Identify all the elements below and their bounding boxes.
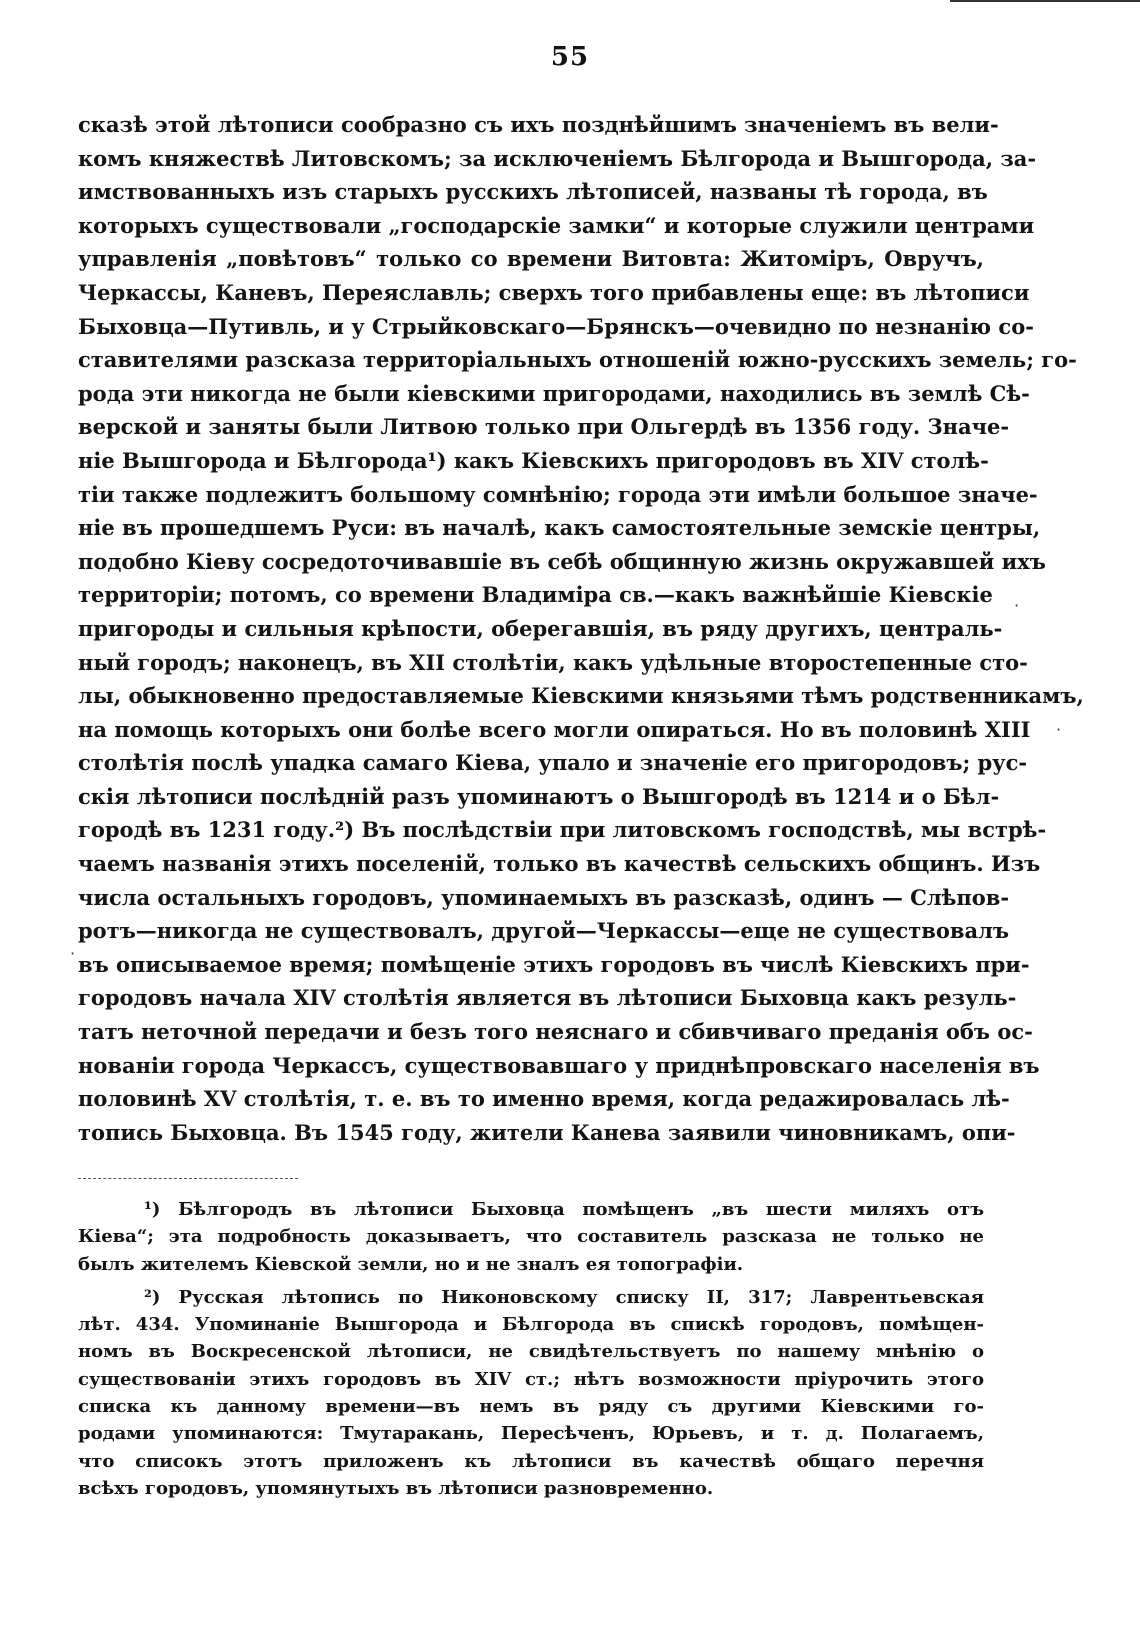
text-line: городовъ начала XIV столѣтія является въ лѣтописи Быховца какъ резуль- [78,985,1017,1011]
text-line: Быховца—Путивль, и у Стрыйковскаго—Брянскъ—очевидно по незнанію со- [78,313,1034,339]
footnote-line: существованіи этихъ городовъ въ XIV ст.; нѣтъ возможности пріурочить этого [78,1368,984,1390]
text-line: ніе Вышгорода и Бѣлгорода¹) какъ Кіевскихъ пригородовъ въ XIV столѣ- [78,447,989,473]
footnote-line: списка къ данному времени—въ немъ въ ряду съ другими Кіевскими го- [78,1396,984,1418]
text-line: комъ княжествѣ Литовскомъ; за исключеніемъ Бѣлгорода и Вышгорода, за- [78,145,1037,171]
footnote-line: былъ жителемъ Кіевской земли, но и не зналъ ея топографіи. [78,1253,744,1275]
text-line: рода эти никогда не были кіевскими пригородами, находились въ землѣ Сѣ- [78,380,1030,406]
scan-speck: · [1014,596,1020,615]
text-line: татъ неточной передачи и безъ того неяснаго и сбивчиваго преданія объ ос- [78,1019,1033,1045]
text-line: имствованныхъ изъ старыхъ русскихъ лѣтописей, названы тѣ города, въ [78,179,988,205]
text-line: ротъ—никогда не существовалъ, другой—Черкассы—еще не существовалъ [78,918,1010,944]
text-line: числа остальныхъ городовъ, упоминаемыхъ въ разсказѣ, одинъ — Слѣпов- [78,884,1010,910]
text-line: верской и заняты были Литвою только при Ольгердѣ въ 1356 году. Значе- [78,414,1010,440]
text-line: ставителями разсказа территоріальныхъ отношеній южно-русскихъ земель; го- [78,347,1077,373]
text-line: ный городъ; наконецъ, въ XII столѣтіи, какъ удѣльные второстепенные сто- [78,649,1028,675]
text-line: пригороды и сильныя крѣпости, оберегавшія, въ ряду другихъ, централь- [78,615,1003,641]
text-line: Черкассы, Каневъ, Переяславль; сверхъ того прибавлены еще: въ лѣтописи [78,279,1030,305]
scan-speck: · [70,944,76,963]
text-line: тіи также подлежитъ большому сомнѣнію; города эти имѣли большое значе- [78,481,1038,507]
text-line: топись Быховца. Въ 1545 году, жители Канева заявили чиновникамъ, опи- [78,1119,1016,1145]
text-line: сказѣ этой лѣтописи сообразно съ ихъ позднѣйшимъ значеніемъ въ вели- [78,112,999,137]
footnote-2 [78,1284,984,1502]
text-line: ніе въ прошедшемъ Руси: въ началѣ, какъ самостоятельные земскіе центры, [78,515,1041,541]
footnote-line: родами упоминаются: Тмутаракань, Пересѣченъ, Юрьевъ, и т. д. Полагаемъ, [78,1423,984,1445]
footnote-line: ²) Русская лѣтопись по Никоновскому списку II, 317; Лаврентьевская [144,1286,984,1308]
footnote-line: Кіева“; эта подробность доказываетъ, что составитель разсказа не только не [78,1226,984,1248]
footnote-divider [78,1178,298,1179]
text-line: чаемъ названія этихъ поселеній, только въ качествѣ сельскихъ общинъ. Изъ [78,851,1041,877]
text-line: городѣ въ 1231 году.²) Въ послѣдствіи при литовскомъ господствѣ, мы встрѣ- [78,817,1047,843]
footnote-line: номъ въ Воскресенской лѣтописи, не свидѣтельствуетъ по нашему мнѣнію о [78,1341,984,1363]
footnotes-section [78,1196,984,1502]
footnote-line: что списокъ этотъ приложенъ къ лѣтописи въ качествѣ общаго перечня [78,1450,984,1472]
text-line: подобно Кіеву сосредоточивавшіе въ себѣ общинную жизнь окружавшей ихъ [78,548,1046,574]
text-line: нованіи города Черкассъ, существовавшаго у приднѣпровскаго населенія въ [78,1052,1040,1078]
text-line: управленія „повѣтовъ“ только со времени Витовта: Житоміръ, Овручъ, [78,246,984,272]
page-number: 55 [550,42,590,72]
scan-edge-mark [950,0,1140,2]
text-line: территоріи; потомъ, со времени Владиміра св.—какъ важнѣйшіе Кіевскіе [78,582,993,608]
text-line: которыхъ существовали „господарскіе замки“ и которые служили центрами [78,212,1035,238]
text-line: скія лѣтописи послѣдній разъ упоминаютъ о Вышгородѣ въ 1214 и о Бѣл- [78,783,1000,809]
footnote-line: всѣхъ городовъ, упомянутыхъ въ лѣтописи разновременно. [78,1477,714,1499]
main-body-text [78,108,1084,1149]
footnote-line: ¹) Бѣлгородъ въ лѣтописи Быховца помѣщенъ „въ шести миляхъ отъ [144,1199,984,1220]
footnote-line: лѣт. 434. Упоминаніе Вышгорода и Бѣлгорода въ спискѣ городовъ, помѣщен- [78,1314,984,1336]
text-line: въ описываемое время; помѣщеніе этихъ городовъ въ числѣ Кіевскихъ при- [78,951,1030,977]
text-line: лы, обыкновенно предоставляемые Кіевскими князьями тѣмъ родственникамъ, [78,683,1084,709]
text-line: на помощь которыхъ они болѣе всего могли опираться. Но въ половинѣ XIII [78,716,1031,742]
text-line: половинѣ XV столѣтія, т. е. въ то именно время, когда редажировалась лѣ- [78,1086,1010,1112]
scan-speck: · [1056,720,1062,739]
footnote-1 [78,1196,984,1278]
text-line: столѣтія послѣ упадка самаго Кіева, упало и значеніе его пригородовъ; рус- [78,750,1028,776]
